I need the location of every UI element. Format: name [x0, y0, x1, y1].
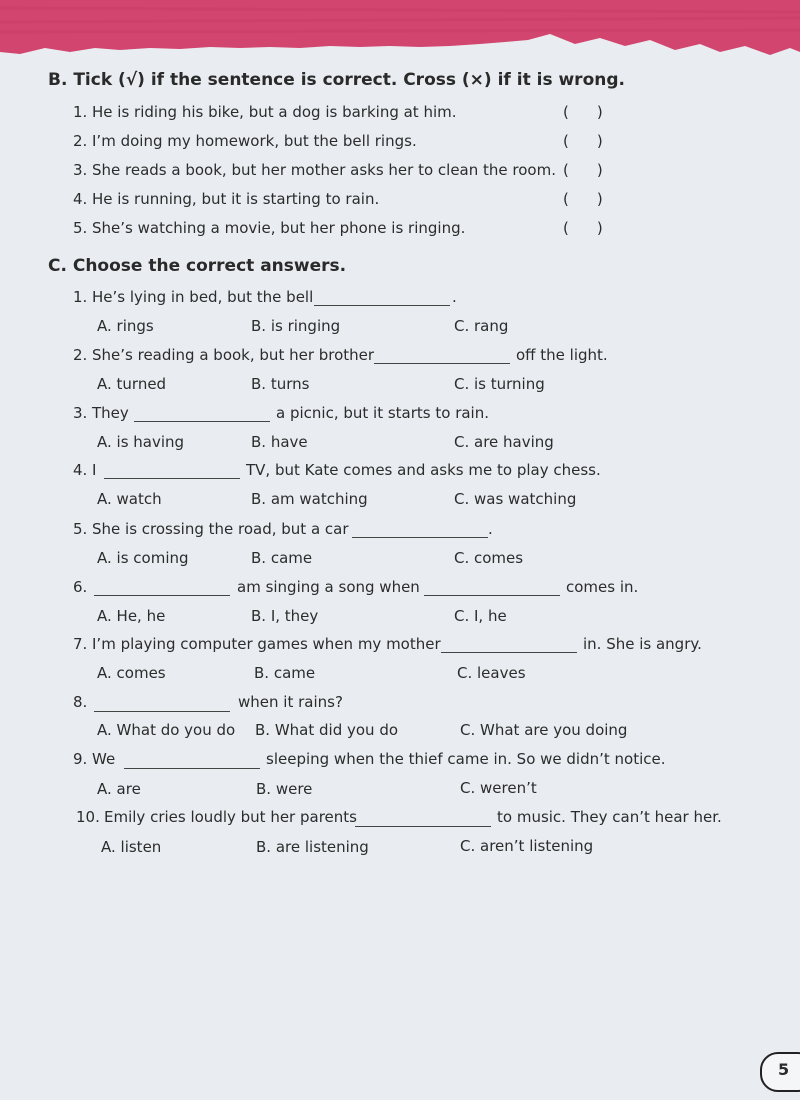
q4-text-before: I [92, 461, 97, 479]
q4-blank[interactable] [104, 478, 240, 479]
paren-open: ( [563, 190, 569, 208]
q5-option-a[interactable]: A. is coming [97, 549, 189, 567]
b-item-3-text: She reads a book, but her mother asks her to clean the room. [92, 161, 556, 179]
q5-text-before: She is crossing the road, but a car [92, 520, 349, 538]
q4-text-after: TV, but Kate comes and asks me to play chess. [246, 461, 601, 479]
q10-option-a[interactable]: A. listen [101, 838, 162, 856]
paren-open: ( [563, 219, 569, 237]
q7-text-after: in. She is angry. [583, 635, 702, 653]
q3-text-after: a picnic, but it starts to rain. [276, 404, 489, 422]
q1-blank[interactable] [314, 305, 450, 306]
q3-option-a[interactable]: A. is having [97, 433, 185, 451]
q7-text-before: I’m playing computer games when my mother [92, 635, 441, 653]
q7-option-a[interactable]: A. comes [97, 664, 166, 682]
b-item-5-number: 5. [73, 219, 88, 237]
b-item-1-text: He is riding his bike, but a dog is barking at him. [92, 103, 457, 121]
q3-blank[interactable] [134, 421, 270, 422]
q5-blank[interactable] [352, 537, 488, 538]
paren-close: ) [596, 190, 603, 208]
q9-option-c[interactable]: C. weren’t [460, 779, 537, 797]
paren-close: ) [596, 219, 603, 237]
q6-option-b[interactable]: B. I, they [251, 607, 319, 625]
b-item-3-number: 3. [73, 161, 88, 179]
q6-option-a[interactable]: A. He, he [97, 607, 166, 625]
b-item-3-answer-box[interactable] [563, 161, 603, 179]
q4-option-c[interactable]: C. was watching [454, 490, 577, 508]
q10-text-after: to music. They can’t hear her. [497, 808, 722, 826]
q10-blank[interactable] [355, 826, 491, 827]
q8-number: 8. [73, 693, 88, 711]
q4-option-a[interactable]: A. watch [97, 490, 162, 508]
b-item-5-text: She’s watching a movie, but her phone is ringing. [92, 219, 466, 237]
b-item-4-number: 4. [73, 190, 88, 208]
b-item-5-answer-box[interactable] [563, 219, 603, 237]
q6-text-after: comes in. [566, 578, 639, 596]
top-banner [0, 0, 800, 80]
b-item-2-number: 2. [73, 132, 88, 150]
q2-number: 2. [73, 346, 88, 364]
paren-open: ( [563, 103, 569, 121]
q9-option-b[interactable]: B. were [256, 780, 313, 798]
paren-close: ) [596, 103, 603, 121]
paren-open: ( [563, 161, 569, 179]
section-c-title: C. Choose the correct answers. [48, 256, 347, 276]
q6-blank-1[interactable] [94, 595, 230, 596]
q9-option-a[interactable]: A. are [97, 780, 141, 798]
b-item-4-answer-box[interactable] [563, 190, 603, 208]
q1-option-b[interactable]: B. is ringing [251, 317, 341, 335]
b-item-2-text: I’m doing my homework, but the bell rings. [92, 132, 417, 150]
q1-option-a[interactable]: A. rings [97, 317, 154, 335]
q3-option-b[interactable]: B. have [251, 433, 308, 451]
q3-option-c[interactable]: C. are having [454, 433, 554, 451]
q3-text-before: They [92, 404, 129, 422]
q4-number: 4. [73, 461, 88, 479]
q1-text-after: . [452, 288, 457, 306]
q6-blank-2[interactable] [424, 595, 560, 596]
q7-option-c[interactable]: C. leaves [457, 664, 526, 682]
q7-number: 7. [73, 635, 88, 653]
q7-option-b[interactable]: B. came [254, 664, 316, 682]
q7-blank[interactable] [441, 652, 577, 653]
q10-number: 10. [76, 808, 100, 826]
q2-text-before: She’s reading a book, but her brother [92, 346, 375, 364]
paren-open: ( [563, 132, 569, 150]
q10-text-before: Emily cries loudly but her parents [104, 808, 357, 826]
q6-number: 6. [73, 578, 88, 596]
q10-option-b[interactable]: B. are listening [256, 838, 369, 856]
q9-number: 9. [73, 750, 88, 768]
q6-option-c[interactable]: C. I, he [454, 607, 507, 625]
q6-text-middle: am singing a song when [237, 578, 420, 596]
q9-blank[interactable] [124, 768, 260, 769]
q2-text-after: off the light. [516, 346, 608, 364]
q5-number: 5. [73, 520, 88, 538]
paren-close: ) [596, 132, 603, 150]
q8-text-after: when it rains? [238, 693, 343, 711]
q5-option-b[interactable]: B. came [251, 549, 313, 567]
page-number: 5 [778, 1060, 790, 1079]
q2-option-c[interactable]: C. is turning [454, 375, 545, 393]
b-item-1-answer-box[interactable] [563, 103, 603, 121]
q8-blank[interactable] [94, 711, 230, 712]
q1-number: 1. [73, 288, 88, 306]
q9-text-after: sleeping when the thief came in. So we didn’t notice. [266, 750, 666, 768]
q4-option-b[interactable]: B. am watching [251, 490, 368, 508]
section-b-title: B. Tick (√) if the sentence is correct. Cross (×) if it is wrong. [48, 70, 625, 90]
q2-option-b[interactable]: B. turns [251, 375, 310, 393]
q1-option-c[interactable]: C. rang [454, 317, 509, 335]
q5-text-after: . [488, 520, 493, 538]
q8-option-b[interactable]: B. What did you do [255, 721, 399, 739]
paren-close: ) [596, 161, 603, 179]
q9-text-before: We [92, 750, 116, 768]
q3-number: 3. [73, 404, 88, 422]
b-item-4-text: He is running, but it is starting to rain. [92, 190, 380, 208]
q1-text-before: He’s lying in bed, but the bell [92, 288, 314, 306]
b-item-2-answer-box[interactable] [563, 132, 603, 150]
q5-option-c[interactable]: C. comes [454, 549, 524, 567]
q2-option-a[interactable]: A. turned [97, 375, 167, 393]
q8-option-c[interactable]: C. What are you doing [460, 721, 628, 739]
q2-blank[interactable] [374, 363, 510, 364]
b-item-1-number: 1. [73, 103, 88, 121]
q10-option-c[interactable]: C. aren’t listening [460, 837, 594, 855]
q8-option-a[interactable]: A. What do you do [97, 721, 236, 739]
